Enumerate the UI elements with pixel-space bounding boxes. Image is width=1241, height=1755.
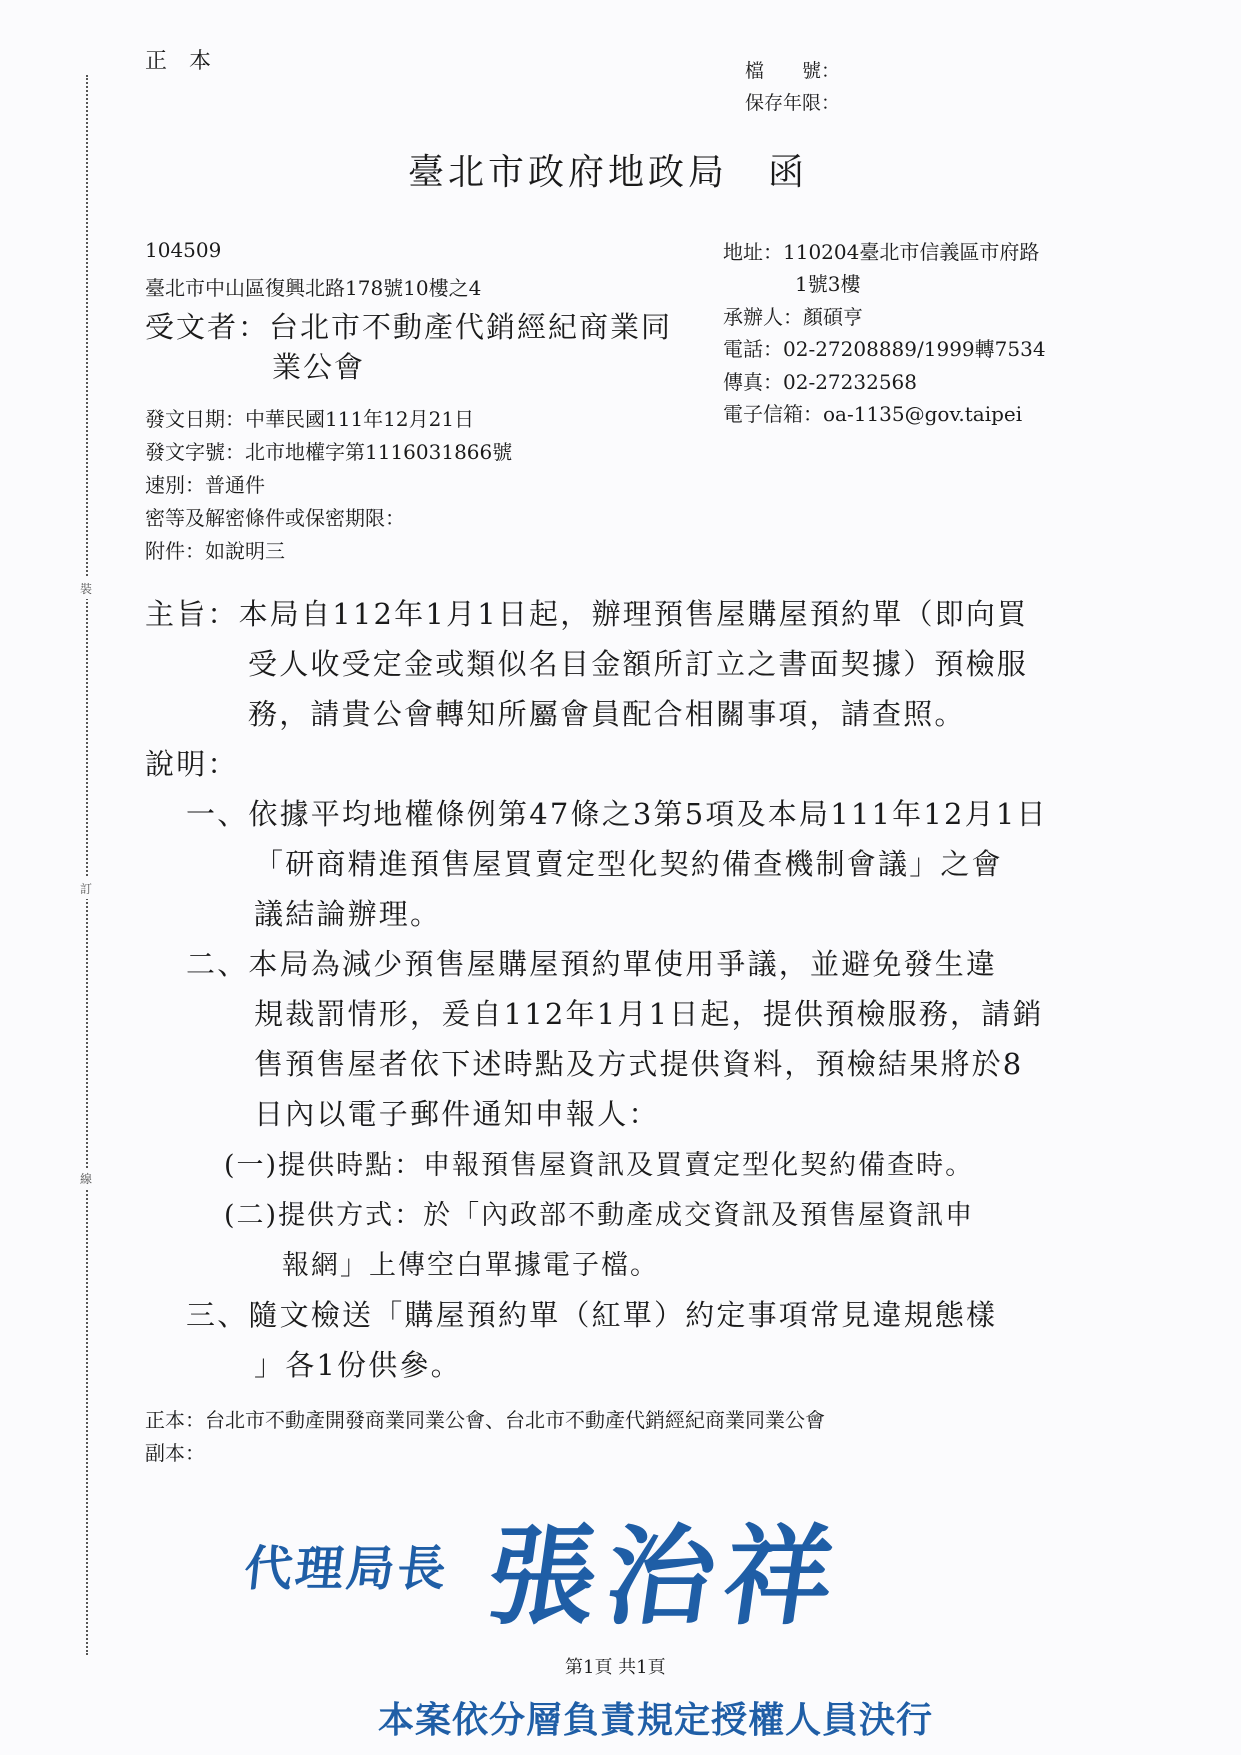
original-recipients: 正本：台北市不動產開發商業同業公會、台北市不動產代銷經紀商業同業公會	[145, 1408, 825, 1432]
file-number-label: 檔 號：	[745, 60, 841, 82]
speed: 速別：普通件	[145, 473, 265, 497]
fax: 傳真：02-27232568	[723, 370, 918, 394]
subject-line-1: 主旨：本局自112年1月1日起，辦理預售屋購屋預約單（即向買	[145, 597, 1029, 631]
item-2-sub-1: (一)提供時點：申報預售屋資訊及買賣定型化契約備查時。	[224, 1150, 975, 1181]
item-1-line-3: 議結論辦理。	[254, 897, 442, 931]
recipient-address: 臺北市中山區復興北路178號10樓之4	[145, 276, 482, 300]
sender-address-2: 1號3樓	[795, 272, 861, 296]
subject-line-3: 務，請貴公會轉知所屬會員配合相關事項，請查照。	[248, 697, 966, 731]
postal-code: 104509	[145, 238, 222, 262]
authorization-stamp: 本案依分層負責規定授權人員決行	[378, 1700, 934, 1741]
contact-person: 承辦人：顏碩亨	[723, 305, 863, 329]
attachment: 附件：如說明三	[145, 539, 285, 563]
recipient-line-1: 受文者：台北市不動產代銷經紀商業同	[145, 310, 673, 344]
issue-date: 發文日期：中華民國111年12月21日	[145, 407, 475, 431]
item-2-sub-2-line-1: (二)提供方式：於「內政部不動產成交資訊及預售屋資訊申	[224, 1200, 975, 1231]
issue-number: 發文字號：北市地權字第1116031866號	[145, 440, 513, 464]
binding-dotted-line	[86, 75, 88, 1655]
page-number: 第1頁 共1頁	[565, 1657, 666, 1678]
subject-line-2: 受人收受定金或類似名目金額所訂立之書面契據）預檢服	[248, 647, 1029, 681]
secrecy: 密等及解密條件或保密期限：	[145, 506, 405, 530]
retention-label: 保存年限：	[745, 92, 841, 114]
document-title: 臺北市政府地政局 函	[408, 152, 809, 193]
item-1-line-1: 一、依據平均地權條例第47條之3第5項及本局111年12月1日	[186, 797, 1048, 831]
item-2-line-1: 二、本局為減少預售屋購屋預約單使用爭議，並避免發生違	[186, 947, 998, 981]
explanation-heading: 說明：	[145, 747, 239, 781]
binding-mark-xian: 線	[80, 1168, 92, 1189]
item-2-line-3: 售預售屋者依下述時點及方式提供資料，預檢結果將於8	[254, 1047, 1024, 1081]
signature-title-stamp: 代理局長	[241, 1541, 452, 1597]
item-3-line-1: 三、隨文檢送「購屋預約單（紅單）約定事項常見違規態樣	[186, 1298, 998, 1332]
copy-recipients: 副本：	[145, 1441, 205, 1465]
binding-mark-zhuang: 裝	[80, 578, 92, 599]
signature-name-stamp: 張治祥	[479, 1515, 852, 1640]
sender-address-1: 地址：110204臺北市信義區市府路	[723, 240, 1040, 264]
email: 電子信箱：oa-1135@gov.taipei	[723, 402, 1023, 426]
item-2-sub-2-line-2: 報網」上傳空白單據電子檔。	[282, 1250, 659, 1281]
recipient-line-2: 業公會	[272, 350, 366, 384]
item-2-line-4: 日內以電子郵件通知申報人：	[254, 1097, 660, 1131]
binding-mark-ding: 訂	[80, 878, 92, 899]
item-2-line-2: 規裁罰情形，爰自112年1月1日起，提供預檢服務，請銷	[254, 997, 1044, 1031]
phone: 電話：02-27208889/1999轉7534	[723, 337, 1046, 361]
item-1-line-2: 「研商精進預售屋買賣定型化契約備查機制會議」之會	[254, 847, 1003, 881]
copy-mark: 正本	[145, 49, 234, 74]
item-3-line-2: 」各1份供參。	[254, 1348, 462, 1382]
